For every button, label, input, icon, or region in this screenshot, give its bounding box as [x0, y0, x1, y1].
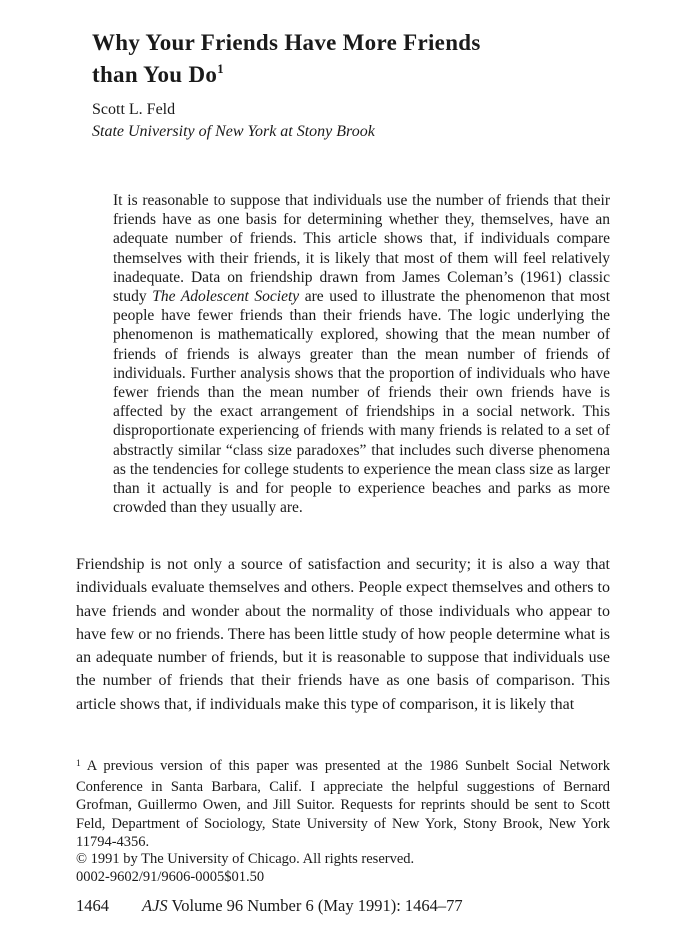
footnote-marker: 1	[76, 759, 81, 769]
copyright-line: © 1991 by The University of Chicago. All rights reserved.	[76, 851, 415, 867]
title-footnote-marker: 1	[217, 61, 224, 76]
citation-text: Volume 96 Number 6 (May 1991): 1464–77	[167, 896, 463, 915]
footnote	[76, 757, 610, 852]
cited-book-title: The Adolescent Society	[152, 288, 300, 306]
author-affiliation: State University of New York at Stony Brook	[92, 122, 375, 140]
page-number: 1464	[76, 896, 109, 915]
issue-citation	[142, 895, 463, 917]
abstract	[113, 191, 610, 517]
abstract-text-part1: It is reasonable to suppose that individuals use the number of friends that their friends have as one basis for determining whether they, themselves, have an adequate number of friends. This article shows that, if individuals compare themselves with their friends, it is likely that most of them will feel relatively inadequate. Data on friendship drawn from James Coleman’s (1961) classic study	[113, 192, 610, 306]
article-title-line2: than You Do	[92, 62, 218, 87]
article-title-line1: Why Your Friends Have More Friends	[92, 30, 481, 55]
byline	[92, 99, 375, 142]
page-footer	[76, 895, 636, 917]
author-name: Scott L. Feld	[92, 101, 176, 118]
journal-abbreviation: AJS	[142, 896, 168, 915]
imprint-block	[76, 851, 610, 886]
article-title	[92, 27, 592, 94]
abstract-text-part2: are used to illustrate the phenomenon that most people have fewer friends than their friends have. The logic underlying the phenomenon is mathematically explored, showing that the mean number of friends of friends is always greater than the mean number of friends of individuals. Further analysis shows that the proportion of individuals who have fewer friends than the mean number of friends their own friends have is affected by the exact arrangement of friendships in a social network. This disproportionate experiencing of friends with many friends is related to a set of abstractly similar “class size paradoxes” that includes such diverse phenomena as the tendencies for college students to experience the mean class size as larger than it actually is and for people to experience beaches and parks as more crowded than they usually are.	[113, 288, 610, 517]
footnote-text: A previous version of this paper was presented at the 1986 Sunbelt Social Network Conference in Santa Barbara, Calif. I appreciate the helpful suggestions of Bernard Grofman, Guillermo Owen, and Jill Suitor. Requests for reprints should be sent to Scott Feld, Department of Sociology, State University of New York, Stony Brook, New York 11794-4356.	[76, 758, 610, 851]
body-paragraph: Friendship is not only a source of satisfaction and security; it is also a way that individuals evaluate themselves and others. People expect themselves and others to have friends and wonder about the normality of those individuals who appear to have few or no friends. There has been little study of how people determine what is an adequate number of friends, but it is reasonable to suppose that individuals use the number of friends that their friends have as one basis of comparison. This article shows that, if individuals make this type of comparison, it is likely that	[76, 556, 610, 713]
issn-line: 0002-9602/91/9606-0005$01.50	[76, 868, 265, 885]
